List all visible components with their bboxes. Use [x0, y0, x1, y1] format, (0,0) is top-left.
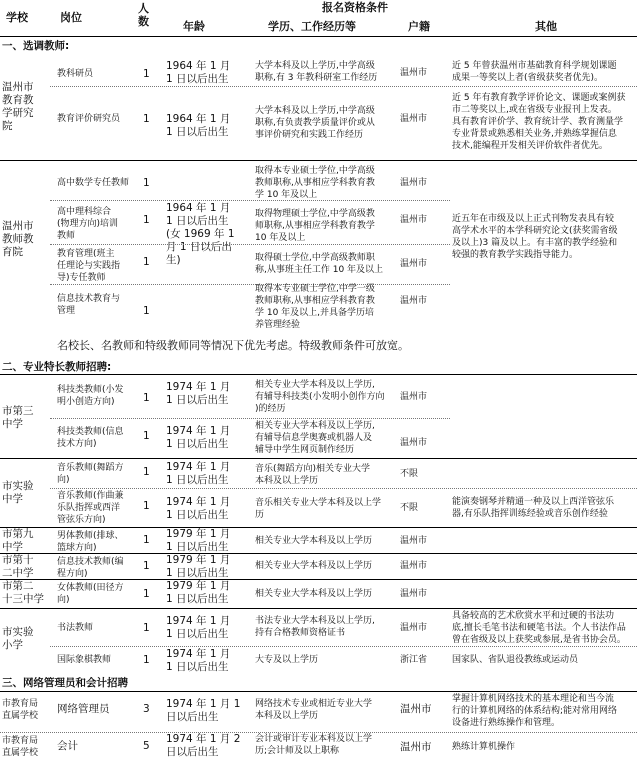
cell-count: 1 [143, 305, 150, 317]
cell-hukou: 浙江省 [400, 655, 428, 665]
cell-edu: 取得本专业硕士学位,中学一级 教师职称,从事相应学科教育教 学 10 年及以上,并具备学历培 养管理经验 [255, 284, 375, 330]
cell-post: 教科研员 [57, 69, 94, 79]
cell-other: 国家队、省队退役教练或运动员 [452, 655, 579, 665]
cell-post: 科技类教师(信息 技术方向) [57, 427, 124, 449]
cell-edu: 相关专业大学本科及以上学历 [255, 589, 373, 599]
cell-age: 1974 年 1 月 1 日以后出生 [166, 425, 231, 450]
cell-age: 1974 年 1 月 1 日以后出生 [166, 381, 231, 406]
cell-post: 国际象棋教师 [57, 655, 112, 665]
cell-hukou: 温州市 [400, 741, 432, 753]
cell-edu: 网络技术专业或相近专业大学 本科及以上学历 [255, 699, 373, 721]
cell-edu: 相关专业大学本科及以上学历, 有辅导信息学奥赛或机器人及 辅导中学生网页制作经历 [255, 421, 375, 455]
cell-other: 能演奏钢琴并精通一种及以上西洋管弦乐 器,有乐队指挥训练经验或音乐创作经验 [452, 497, 615, 519]
cell-school: 市第三 中学 [2, 405, 34, 430]
cell-count: 1 [143, 560, 150, 572]
row-divider [50, 86, 637, 87]
row-divider [50, 200, 450, 201]
cell-hukou: 不限 [400, 503, 419, 513]
header-other: 其他 [535, 20, 557, 33]
cell-school: 市实验 中学 [2, 480, 34, 505]
cell-age: 1974 年 1 月 1 日以后出生 [166, 615, 231, 640]
cell-age: 1974 年 1 月 1 日以后出生 [166, 496, 231, 521]
cell-edu: 音乐(舞蹈方向)相关专业大学 本科及以上学历 [255, 464, 371, 486]
cell-post: 高中理科综合 (物理方向)培训 教师 [57, 207, 119, 241]
row-divider [50, 488, 637, 489]
header-rule [0, 36, 637, 37]
cell-count: 1 [143, 534, 150, 546]
row-divider [50, 418, 450, 419]
cell-hukou: 温州市 [400, 561, 428, 571]
cell-other: 掌握计算机网络技术的基本理论和当今流 行的计算机网络的体系结构;能对常用网络 设备进行熟练操作和管理。 [452, 694, 618, 728]
cell-hukou: 温州市 [400, 536, 428, 546]
section-title-3: 三、网络管理员和会计招聘 [2, 677, 128, 689]
header-school: 学校 [6, 11, 28, 24]
group-divider [0, 608, 637, 609]
cell-post: 教育管理(班主 任理论与实践指 导)专任教师 [57, 249, 121, 283]
header-hukou: 户籍 [408, 20, 430, 33]
cell-age: 1974 年 1 月 2 日以后出生 [166, 733, 241, 758]
row-divider [50, 284, 450, 285]
cell-post: 科技类教师(小发 明小创造方向) [57, 385, 124, 407]
cell-other: 熟练计算机操作 [452, 742, 516, 752]
section-rule [0, 691, 637, 692]
cell-count: 3 [143, 703, 150, 715]
cell-edu: 相关专业大学本科及以上学历 [255, 536, 373, 546]
cell-hukou: 温州市 [400, 215, 428, 225]
cell-school: 市教育局 直属学校 [2, 699, 39, 721]
group-divider [0, 160, 637, 161]
cell-hukou: 不限 [400, 469, 419, 479]
cell-edu: 大学本科及以上学历,中学高级 职称,有负责教学质量评价或从 事评价研究和实践工作经历 [255, 106, 375, 140]
cell-edu: 大专及以上学历 [255, 655, 319, 665]
header-age: 年龄 [183, 20, 205, 33]
cell-age: 1979 年 1 月 1 日以后出生 [166, 580, 231, 605]
cell-hukou: 温州市 [400, 703, 432, 715]
section-title-1: 一、选调教师: [2, 40, 70, 52]
cell-age: 1974 年 1 月 1 日以后出生 [166, 461, 231, 486]
cell-post: 信息技术教师(编 程方向) [57, 557, 124, 579]
cell-age: 1974 年 1 月 1 日以后出生 [166, 648, 231, 673]
header-group-title: 报名资格条件 [322, 1, 388, 14]
cell-count: 1 [143, 430, 150, 442]
cell-hukou: 温州市 [400, 392, 428, 402]
group-divider [0, 553, 637, 554]
cell-count: 1 [143, 113, 150, 125]
cell-edu: 音乐相关专业大学本科及以上学 历 [255, 498, 382, 520]
cell-post: 音乐教师(舞蹈方 向) [57, 463, 124, 485]
cell-post: 男体教师(排球、 篮球方向) [57, 531, 124, 553]
group-divider [0, 579, 637, 580]
cell-other: 近五年在市级及以上正式刊物发表具有较 高学术水平的本学科研究论文(获奖需省级 及以上)3 篇及以上。有丰富的教学经验和 较强的教育教学实践指导能力。 [452, 214, 618, 260]
cell-post: 网络管理员 [57, 703, 110, 715]
cell-post: 女体教师(田径方 向) [57, 583, 124, 605]
cell-age: 1979 年 1 月 1 日以后出生 [166, 528, 231, 553]
row-divider [50, 646, 637, 647]
section-title-2: 二、专业特长教师招聘: [2, 361, 112, 373]
cell-count: 5 [143, 740, 150, 752]
cell-age: 1964 年 1 月 1 日以后出生 [166, 113, 231, 138]
group-divider [0, 458, 637, 459]
cell-hukou: 温州市 [400, 114, 428, 124]
cell-post: 会计 [57, 740, 78, 752]
cell-post: 音乐教师(作曲兼 乐队指挥或西洋 管弦乐方向) [57, 491, 124, 525]
cell-school: 市教育局 直属学校 [2, 736, 39, 758]
cell-count: 1 [143, 256, 150, 268]
cell-count: 1 [143, 392, 150, 404]
cell-count: 1 [143, 500, 150, 512]
cell-age: 1964 年 1 月 1 日以后出生 [166, 60, 231, 85]
cell-count: 1 [143, 214, 150, 226]
cell-edu: 相关专业大学本科及以上学历 [255, 561, 373, 571]
cell-school: 市第九 中学 [2, 528, 34, 553]
cell-edu: 取得物理硕士学位,中学高级教 师职称,从事相应学科教育教学 10 年及以上 [255, 209, 375, 243]
cell-school: 市第二 十三中学 [2, 580, 44, 605]
header-count: 人 数 [138, 2, 149, 28]
cell-hukou: 温州市 [400, 438, 428, 448]
cell-post: 教育评价研究员 [57, 114, 121, 124]
cell-edu: 取得硕士学位,中学高级教师职 称,从事班主任工作 10 年及以上 [255, 253, 384, 275]
cell-school: 市实验 小学 [2, 626, 34, 651]
header-edu: 学历、工作经历等 [268, 20, 356, 33]
cell-other: 具备较高的艺术欣赏水平和过硬的书法功 底,擅长毛笔书法和硬笔书法。个人书法作品 曾在省级及以上获奖或参展,是省书协会员。 [452, 611, 626, 645]
cell-age: 1979 年 1 月 1 日以后出生 [166, 554, 231, 579]
cell-post: 信息技术教育与 管理 [57, 294, 121, 316]
cell-count: 1 [143, 622, 150, 634]
cell-count: 1 [143, 654, 150, 666]
cell-edu: 书法专业大学本科及以上学历, 持有合格教师资格证书 [255, 616, 375, 638]
cell-hukou: 温州市 [400, 589, 428, 599]
cell-edu: 会计或审计专业本科及以上学 历;会计师及以上职称 [255, 734, 373, 756]
cell-count: 1 [143, 68, 150, 80]
cell-edu: 相关专业大学本科及以上学历, 有辅导科技类(小发明小创作方向 )的经历 [255, 380, 385, 414]
cell-post: 高中数学专任教师 [57, 178, 130, 188]
cell-hukou: 温州市 [400, 178, 428, 188]
cell-age: 1974 年 1 月 1 日以后出生 [166, 698, 241, 723]
note-text: 名校长、名教师和特级教师同等情况下优先考虑。特级教师条件可放宽。 [57, 339, 409, 352]
cell-edu: 大学本科及以上学历,中学高级 职称,有 3 年教科研室工作经历 [255, 61, 378, 83]
cell-other: 近 5 年有教育教学评价论文、课题或案例获 市二等奖以上,或在省级专业报刊上发表。 具有教育评价学、教育统计学、教育测量学 专业背景或熟悉相关业务,并熟练掌握信息 技术,能编程开发相关评价软件者优先。 [452, 93, 626, 151]
cell-hukou: 温州市 [400, 259, 428, 269]
row-divider [50, 244, 450, 245]
cell-school: 温州市 教师教 育院 [2, 220, 34, 258]
cell-school: 市第十 二中学 [2, 554, 34, 579]
cell-post: 书法教师 [57, 623, 94, 633]
cell-count: 1 [143, 466, 150, 478]
cell-count: 1 [143, 588, 150, 600]
cell-edu: 取得本专业硕士学位,中学高级 教师职称,从事相应学科教育教 学 10 年及以上 [255, 166, 375, 200]
cell-count: 1 [143, 177, 150, 189]
cell-hukou: 温州市 [400, 296, 428, 306]
cell-age: 1964 年 1 月 1 日以后出生 (女 1969 年 1 月 1 日以后出 生) [166, 202, 235, 266]
section-rule [0, 374, 637, 375]
cell-other: 近 5 年曾获温州市基础教育科学规划课题 成果一等奖以上者(省级获奖者优先)。 [452, 61, 617, 83]
group-divider [0, 527, 637, 528]
cell-school: 温州市 教育教 学研究 院 [2, 81, 34, 132]
cell-hukou: 温州市 [400, 623, 428, 633]
header-post: 岗位 [60, 11, 82, 24]
cell-hukou: 温州市 [400, 68, 428, 78]
